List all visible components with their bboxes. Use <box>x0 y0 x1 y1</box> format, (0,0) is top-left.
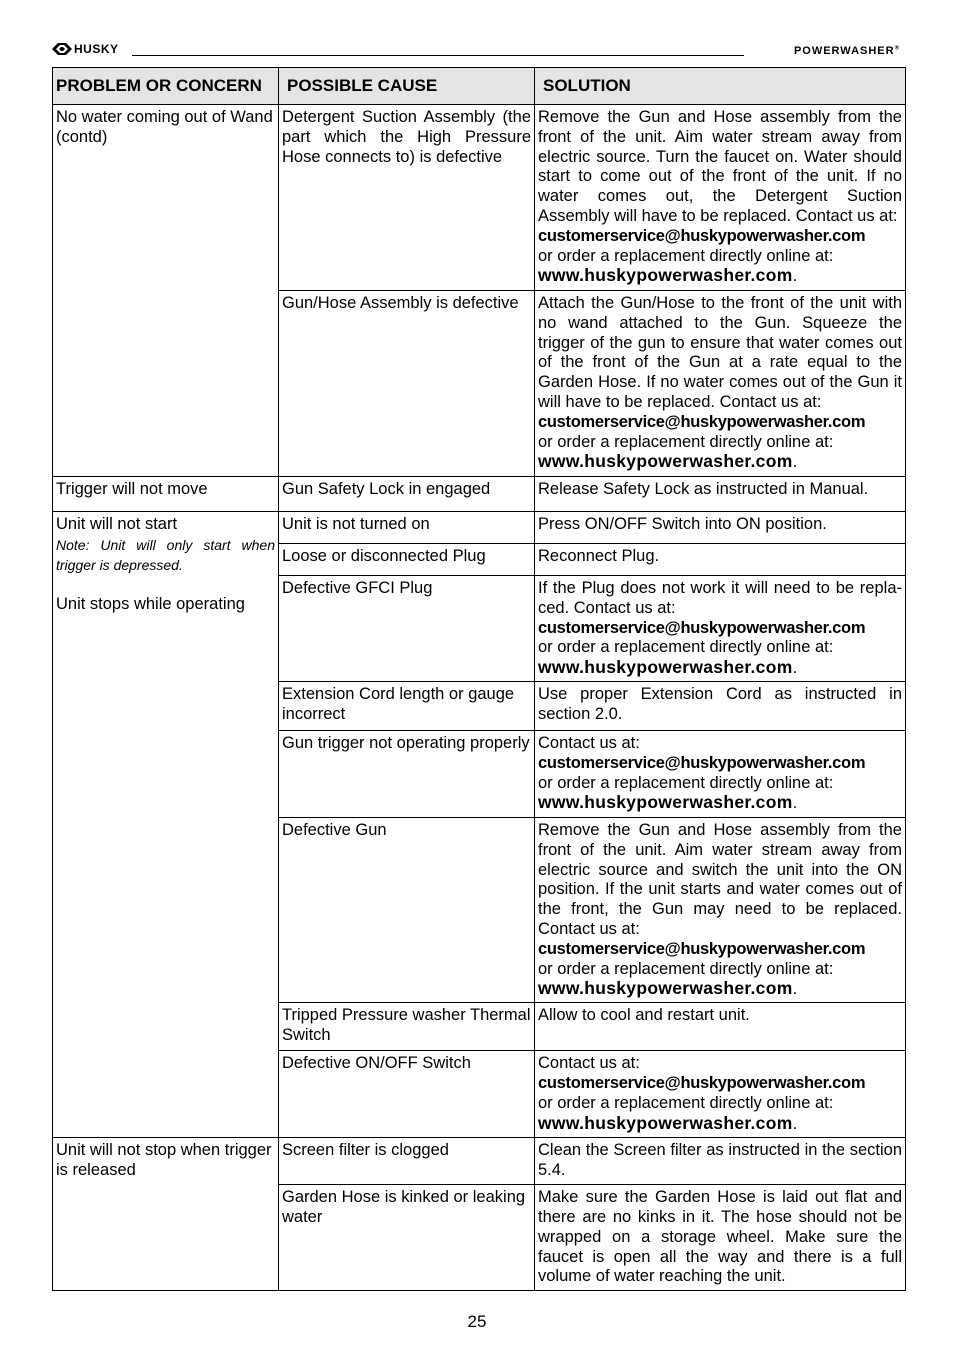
page-number: 25 <box>467 1312 487 1331</box>
cause-cell <box>279 291 535 477</box>
website-link[interactable]: www.huskypowerwasher.com <box>538 451 793 472</box>
solution-cell <box>535 544 906 576</box>
cause-text: Garden Hose is kinked or leaking water <box>282 1188 526 1226</box>
cause-cell <box>279 544 535 576</box>
troubleshooting-table <box>52 67 906 1291</box>
solution-cell <box>535 731 906 818</box>
model-label: POWERWASHER <box>793 45 895 57</box>
cause-cell <box>279 1003 535 1051</box>
solution-text: Remove the Gun and Hose assembly from the front of the unit. Aim water stream away from electric source and switch the unit into the ON position. If the unit starts and water comes out of the front, the Gun may need to be replaced. Contact us at: <box>538 821 902 938</box>
brand-name: HUSKY <box>74 42 119 56</box>
order-text: or order a replacement directly online at: <box>538 1093 834 1112</box>
problem-cell <box>53 512 279 1138</box>
cause-cell <box>279 105 535 291</box>
period: . <box>792 980 798 999</box>
cause-text: Gun trigger not operating properly <box>282 734 530 752</box>
problem-cell <box>53 105 279 477</box>
cause-text: Defective Gun <box>282 821 387 839</box>
cause-text: Gun Safety Lock in engaged <box>282 480 491 498</box>
header-cause: POSSIBLE CAUSE <box>279 68 535 105</box>
order-text: or order a replacement directly online at: <box>538 246 834 265</box>
website-link[interactable]: www.huskypowerwasher.com <box>538 978 793 999</box>
header-rule <box>132 55 744 56</box>
brand-logo <box>52 42 119 56</box>
registered-mark: ® <box>894 45 900 52</box>
solution-text: Reconnect Plug. <box>538 547 660 565</box>
contact-intro: Contact us at: <box>538 734 640 752</box>
cause-cell <box>279 1138 535 1185</box>
problem-text: Unit will not stop when trigger is released <box>56 1141 272 1179</box>
cause-text: Tripped Pressure washer Thermal Switch <box>282 1006 531 1044</box>
period: . <box>792 659 798 678</box>
cause-text: Defective ON/OFF Switch <box>282 1054 471 1073</box>
order-text: or order a replacement directly online at: <box>538 432 834 451</box>
problem-text: Trigger will not move <box>56 480 208 498</box>
cause-cell <box>279 576 535 682</box>
solution-cell <box>535 477 906 512</box>
support-email-link[interactable]: customerservice@huskypowerwasher.com <box>538 226 866 245</box>
table-row <box>53 1138 906 1185</box>
spacer <box>56 575 275 595</box>
solution-text: Make sure the Garden Hose is laid out flat and there are no kinks in it. The hose should not be wrapped on a storage wheel. Make sure the faucet is open all the way and there is a full volume of water reaching the unit. <box>538 1188 902 1286</box>
cause-cell <box>279 682 535 731</box>
solution-text: Attach the Gun/Hose to the front of the unit with no wand attached to the Gun. Squeeze the trigger of the gun to ensure that water comes out of the front of the Gun at a rate equal to the Garden Hose. If no water comes out of the Gun it will have to be replaced. Contact us at: <box>538 294 902 411</box>
problem-note: Note: Unit will only start when trigger is depressed. <box>56 536 275 573</box>
solution-text: Press ON/OFF Switch into ON position. <box>538 515 827 533</box>
cause-text: Extension Cord length or gauge incorrect <box>282 685 515 723</box>
support-email-link[interactable]: customerservice@huskypowerwasher.com <box>538 412 866 431</box>
solution-cell <box>535 1003 906 1051</box>
contact-intro: Contact us at: <box>538 1054 640 1073</box>
problem-text-secondary: Unit stops while operating <box>56 594 245 613</box>
solution-text: Allow to cool and restart unit. <box>538 1006 750 1025</box>
solution-text: Remove the Gun and Hose assembly from the front of the unit. Aim water stream away from electric source. Turn the faucet on. Water should start to come out of the front of the unit. If no water comes out, the Detergent Suction Assembly will have to be replaced. Contact us at: <box>538 108 902 225</box>
solution-cell <box>535 818 906 1003</box>
problem-text: No water coming out of Wand (contd) <box>56 108 273 146</box>
header-problem: PROBLEM OR CONCERN <box>53 68 279 105</box>
table-row <box>53 105 906 291</box>
solution-text: Release Safety Lock as instructed in Manual. <box>538 480 869 498</box>
cause-text: Loose or disconnected Plug <box>282 547 486 565</box>
solution-cell <box>535 512 906 544</box>
solution-cell <box>535 576 906 682</box>
cause-text: Screen filter is clogged <box>282 1141 449 1160</box>
order-text: or order a replacement directly online at: <box>538 959 834 978</box>
solution-text: If the Plug does not work it will need to be repla-ced. Contact us at: <box>538 579 902 617</box>
cause-cell <box>279 731 535 818</box>
solution-text: Use proper Extension Cord as instructed in section 2.0. <box>538 685 902 723</box>
solution-cell <box>535 1185 906 1291</box>
table-row <box>53 512 906 544</box>
cause-cell <box>279 1051 535 1138</box>
cause-text: Defective GFCI Plug <box>282 579 433 597</box>
website-link[interactable]: www.huskypowerwasher.com <box>538 792 793 813</box>
header-solution: SOLUTION <box>535 68 906 105</box>
problem-cell <box>53 477 279 512</box>
support-email-link[interactable]: customerservice@huskypowerwasher.com <box>538 939 866 958</box>
table-header-row <box>53 68 906 105</box>
support-email-link[interactable]: customerservice@huskypowerwasher.com <box>538 618 866 637</box>
website-link[interactable]: www.huskypowerwasher.com <box>538 1112 793 1133</box>
support-email-link[interactable]: customerservice@huskypowerwasher.com <box>538 1073 866 1092</box>
table-row <box>53 477 906 512</box>
website-link[interactable]: www.huskypowerwasher.com <box>538 657 793 678</box>
model-name <box>794 45 900 57</box>
period: . <box>792 453 798 472</box>
solution-cell <box>535 105 906 291</box>
husky-logo-icon <box>52 42 72 56</box>
website-link[interactable]: www.huskypowerwasher.com <box>538 265 793 286</box>
period: . <box>792 1114 798 1133</box>
solution-cell <box>535 1138 906 1185</box>
solution-cell <box>535 1051 906 1138</box>
problem-cell <box>53 1138 279 1291</box>
order-text: or order a replacement directly online at: <box>538 638 834 657</box>
problem-text: Unit will not start <box>56 515 178 533</box>
period: . <box>792 267 798 286</box>
cause-cell <box>279 818 535 1003</box>
solution-text: Clean the Screen filter as instructed in the section 5.4. <box>538 1141 902 1179</box>
cause-text: Gun/Hose Assembly is defective <box>282 294 519 312</box>
page-header <box>52 40 904 62</box>
cause-cell <box>279 1185 535 1291</box>
cause-cell <box>279 512 535 544</box>
solution-cell <box>535 682 906 731</box>
cause-cell <box>279 477 535 512</box>
cause-text: Detergent Suction Assembly (the part which the High Pressure Hose connects to) is defective <box>282 108 531 166</box>
order-text: or order a replacement directly online at: <box>538 773 834 792</box>
solution-cell <box>535 291 906 477</box>
period: . <box>792 794 798 813</box>
cause-text: Unit is not turned on <box>282 515 430 533</box>
support-email-link[interactable]: customerservice@huskypowerwasher.com <box>538 753 866 772</box>
